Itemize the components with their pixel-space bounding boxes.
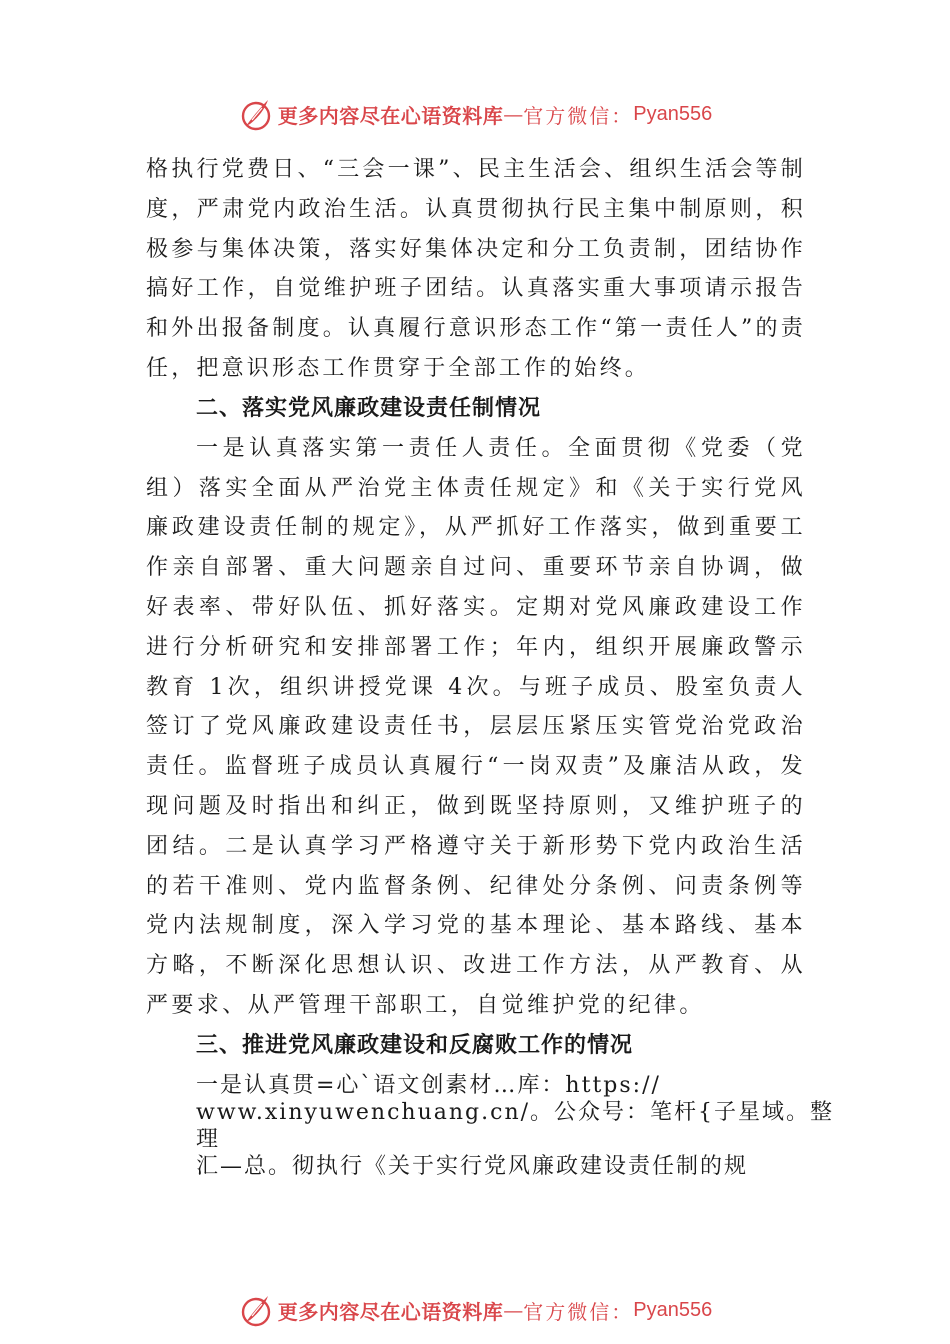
banner-dash: — [503,1298,524,1322]
tail-line-3: 汇—总。彻执行《关于实行党风廉政建设责任制的规 [196,1154,749,1179]
banner-wechat-id: Pyan556 [633,1298,713,1321]
banner-brand-text: 更多内容尽在心语资料库 [277,103,504,128]
tail-line-2: www.xinyuwenchuang.cn/。公众号：笔杆{子星域。整理 [196,1100,835,1152]
document-body [146,150,806,1066]
quill-seal-icon [238,96,274,132]
section-heading-3: 三、推进党风廉政建设和反腐败工作的情况 [196,1032,634,1058]
paragraph-continued: 格执行党费日、“三会一课”、民主生活会、组织生活会等制度，严肃党内政治生活。认真贯彻执行民主集中制原则，积极参与集体决策，落实好集体决定和分工负责制，团结协作搞好工作，自觉维护班子团结。认真落实重大事项请示报告和外出报备制度。认真履行意识形态工作“第一责任人”的责任，把意识形态工作贯穿于全部工作的始终。 [146,157,806,381]
header-watermark-banner [0,94,950,134]
banner-dash: — [503,102,524,126]
section-3-garbled-paragraph [196,1072,836,1180]
paragraph-section-2: 一是认真落实第一责任人责任。全面贯彻《党委（党组）落实全面从严治党主体责任规定》和《关于实行党风廉政建设责任制的规定》，从严抓好工作落实，做到重要工作亲自部署、重大问题亲自过问、重要环节亲自协调，做好表率、带好队伍、抓好落实。定期对党风廉政建设工作进行分析研究和安排部署工作；年内，组织开展廉政警示教育 1次，组织讲授党课 4次。与班子成员、股室负责人签订了党风廉政建设责任书，层层压紧压实管党治党政治责任。监督班子成员认真履行“一岗双责”及廉洁从政，发现问题及时指出和纠正，做到既坚持原则，又维护班子的团结。二是认真学习严格遵守关于新形势下党内政治生活的若干准则、党内监督条例、纪律处分条例、问责条例等党内法规制度，深入学习党的基本理论、基本路线、基本方略，不断深化思想认识、改进工作方法，从严教育、从严要求、从严管理干部职工，自觉维护党的纪律。 [146,435,806,1018]
banner-wechat-id: Pyan556 [633,102,713,125]
section-heading-2: 二、落实党风廉政建设责任制情况 [196,395,542,421]
tail-line-1: 一是认真贯=心`语文创素材…库：https:// [196,1073,661,1098]
banner-wechat-label: 官方微信： [523,103,634,128]
banner-wechat-label: 官方微信： [523,1299,634,1324]
footer-watermark-banner [0,1290,950,1330]
banner-brand-text: 更多内容尽在心语资料库 [277,1299,504,1324]
quill-seal-icon [238,1292,274,1328]
